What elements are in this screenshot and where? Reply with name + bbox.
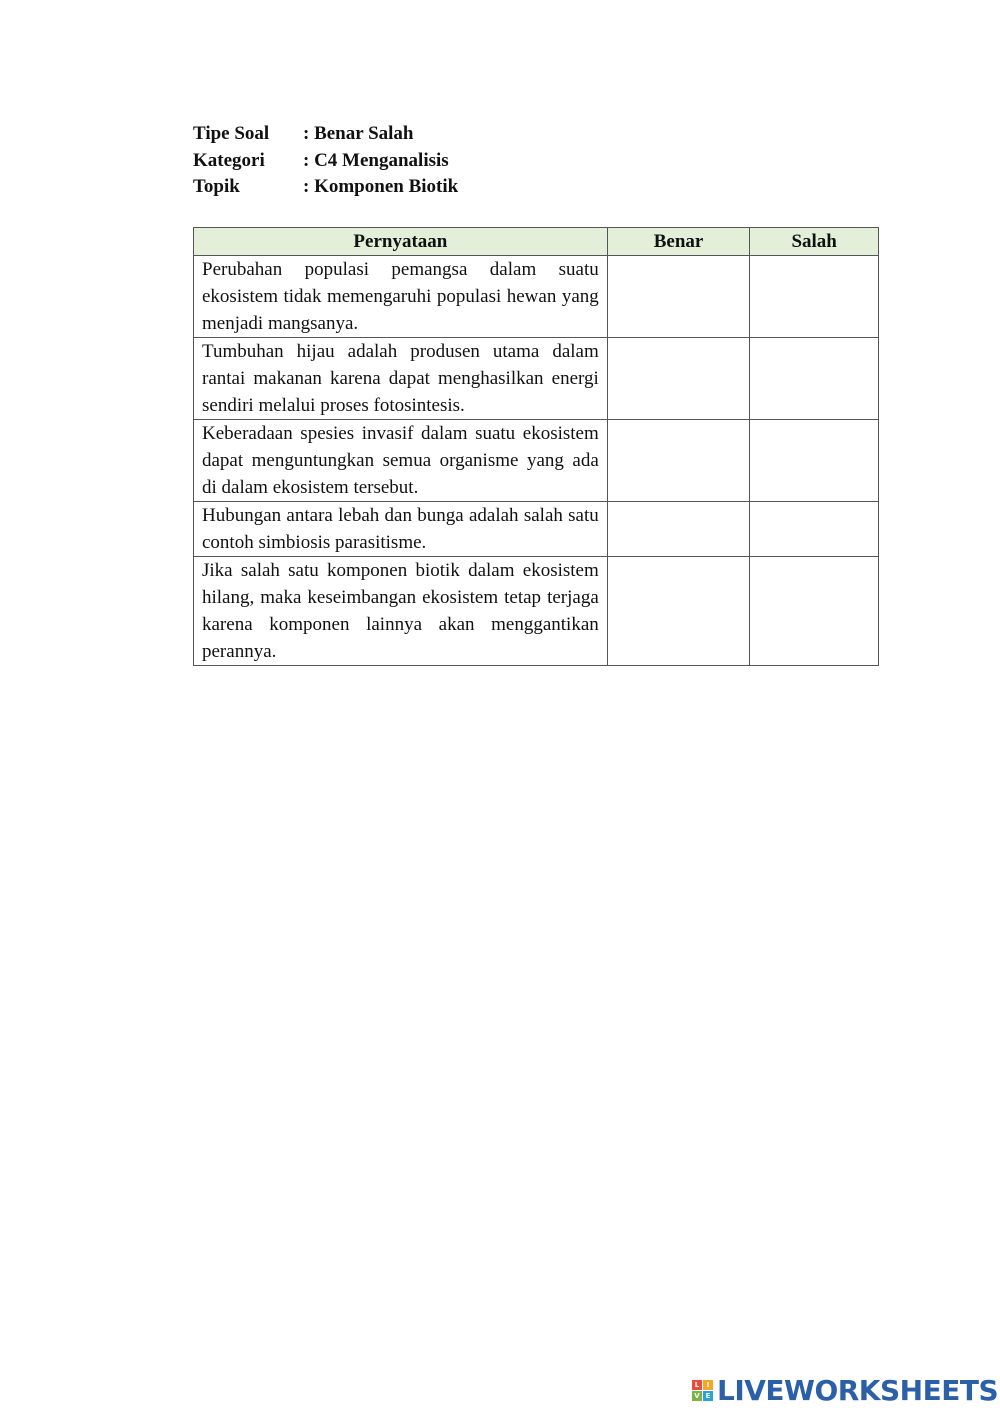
logo-mark-letter: L (692, 1380, 702, 1390)
meta-row-type (193, 121, 458, 148)
answer-false-cell[interactable] (750, 420, 879, 502)
table-row (194, 256, 879, 338)
table-row (194, 557, 879, 666)
answer-true-cell[interactable] (607, 256, 750, 338)
statement-cell: Tumbuhan hijau adalah produsen utama dalam rantai makanan karena dapat menghasilkan energi sendiri melalui proses fotosintesis. (194, 338, 608, 420)
header-statement: Pernyataan (194, 228, 608, 256)
logo-mark-letter: I (703, 1380, 713, 1390)
question-meta (193, 121, 458, 201)
answer-false-cell[interactable] (750, 338, 879, 420)
meta-label: Tipe Soal (193, 123, 270, 145)
answer-true-cell[interactable] (607, 502, 750, 557)
statement-cell: Perubahan populasi pemangsa dalam suatu ekosistem tidak memengaruhi populasi hewan yang menjadi mangsanya. (194, 256, 608, 338)
table-header-row (194, 228, 879, 256)
logo-mark-letter: E (703, 1391, 713, 1401)
answer-false-cell[interactable] (750, 256, 879, 338)
answer-false-cell[interactable] (750, 502, 879, 557)
answer-true-cell[interactable] (607, 420, 750, 502)
statement-cell: Keberadaan spesies invasif dalam suatu ekosistem dapat menguntungkan semua organisme yang ada di dalam ekosistem tersebut. (194, 420, 608, 502)
meta-label: Topik (193, 176, 240, 198)
logo-mark-letter: V (692, 1391, 702, 1401)
answer-true-cell[interactable] (607, 338, 750, 420)
table-row (194, 338, 879, 420)
header-false: Salah (750, 228, 879, 256)
statement-cell: Hubungan antara lebah dan bunga adalah salah satu contoh simbiosis parasitisme. (194, 502, 608, 557)
header-true: Benar (607, 228, 750, 256)
meta-value: : Komponen Biotik (303, 176, 459, 198)
table-row (194, 420, 879, 502)
logo-text: LIVEWORKSHEETS (717, 1374, 999, 1407)
meta-value: : Benar Salah (303, 123, 414, 145)
statement-cell: Jika salah satu komponen biotik dalam ekosistem hilang, maka keseimbangan ekosistem tetap terjaga karena komponen lainnya akan menggantikan perannya. (194, 557, 608, 666)
meta-value: : C4 Menganalisis (303, 149, 449, 171)
answer-false-cell[interactable] (750, 557, 879, 666)
meta-row-topic (193, 174, 458, 201)
meta-row-category (193, 148, 458, 175)
table-row (194, 502, 879, 557)
logo-mark-icon (692, 1380, 713, 1401)
answer-true-cell[interactable] (607, 557, 750, 666)
meta-label: Kategori (193, 149, 265, 171)
true-false-table (193, 227, 879, 666)
liveworksheets-logo[interactable] (692, 1374, 998, 1407)
